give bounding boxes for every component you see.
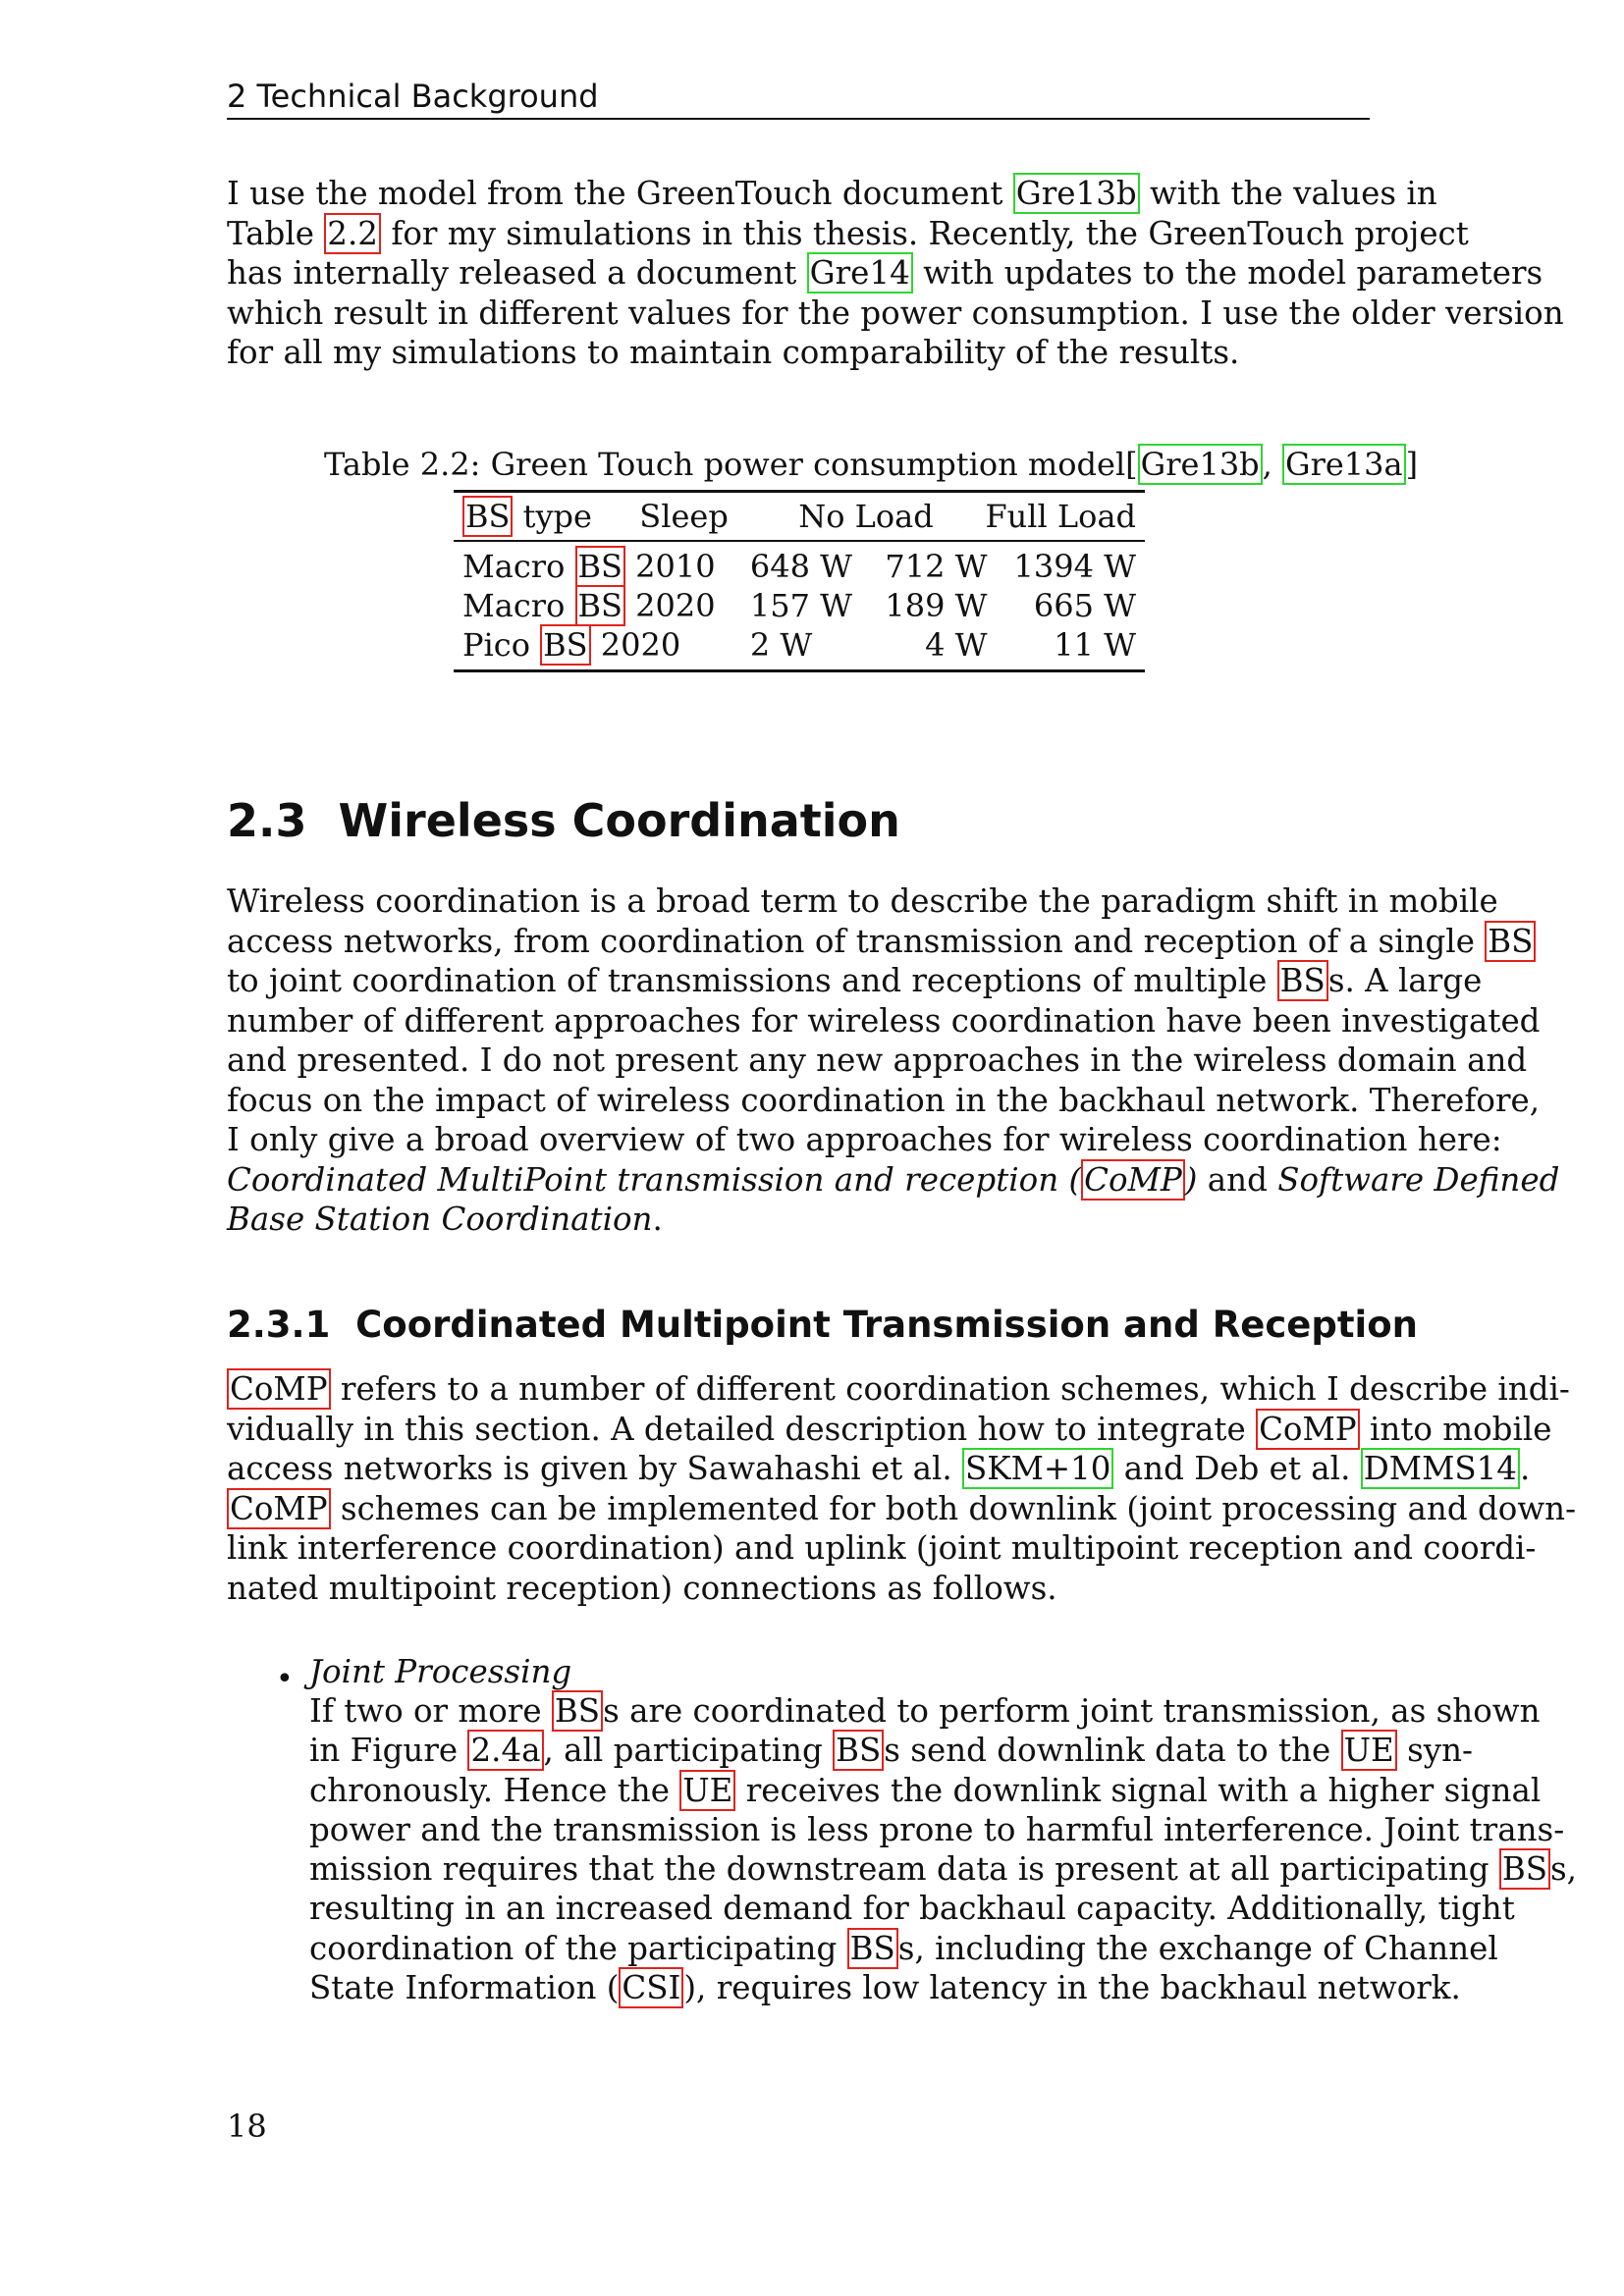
page-number: 18 [227, 2108, 267, 2145]
subsection-heading [227, 1302, 1418, 1349]
italic-text: Base Station Coordination [227, 1201, 653, 1238]
running-header: 2 Technical Background [227, 78, 599, 115]
text-line: number of different approaches for wireless coordination have been investigated [227, 1001, 1541, 1040]
cite-link-2-2[interactable]: 2.2 [324, 213, 381, 254]
text-line: mission requires that the downstream data is present at all participating BSs, [309, 1850, 1578, 1889]
table-row [454, 586, 1145, 625]
cite-link-gre13b[interactable]: Gre13b [1013, 173, 1140, 214]
header-sleep: Sleep [639, 498, 729, 535]
header-full-load: Full Load [985, 498, 1136, 535]
cite-link-comp[interactable]: CoMP [1256, 1409, 1360, 1450]
text-line: vidually in this section. A detailed description how to integrate CoMP into mobile [227, 1410, 1552, 1448]
text-line: Coordinated MultiPoint transmission and reception (CoMP) and Software Defined [227, 1160, 1560, 1199]
caption-separator: , [1262, 446, 1282, 483]
cite-link-skm-10[interactable]: SKM+10 [962, 1448, 1113, 1489]
text-line: I use the model from the GreenTouch document Gre13b with the values in [227, 175, 1437, 212]
cell-sleep: 157 W [749, 587, 853, 624]
text-line: Table 2.2 for my simulations in this thesis. Recently, the GreenTouch project [227, 214, 1469, 252]
text-line: chronously. Hence the UE receives the downlink signal with a higher signal [309, 1771, 1542, 1809]
text-line: has internally released a document Gre14 with updates to the model parameters [227, 254, 1543, 292]
italic-text: ) [1184, 1160, 1198, 1199]
cite-link-csi[interactable]: CSI [619, 1967, 683, 2008]
cell-sleep: 2 W [749, 626, 813, 664]
subsection-title: Coordinated Multipoint Transmission and Reception [355, 1304, 1418, 1346]
subsection-paragraph [227, 1369, 1577, 1608]
bs-link[interactable]: BS [575, 585, 625, 626]
italic-text: Coordinated MultiPoint transmission and reception ( [227, 1160, 1082, 1199]
power-consumption-table [454, 490, 1145, 672]
cell-bs-type: Macro BS 2010 [462, 548, 716, 585]
caption-cite-gre13b[interactable]: Gre13b [1138, 444, 1263, 485]
bs-link[interactable]: BS [462, 496, 513, 537]
text-line: nated multipoint reception) connections as follows. [227, 1569, 1057, 1607]
table-row [454, 547, 1145, 586]
cite-link-comp[interactable]: CoMP [227, 1488, 331, 1529]
cite-link-2-4a[interactable]: 2.4a [467, 1730, 543, 1771]
caption-bracket-close: ] [1405, 446, 1419, 483]
cite-link-ue[interactable]: UE [1341, 1730, 1397, 1771]
text-line: focus on the impact of wireless coordination in the backhaul network. Therefore, [227, 1081, 1541, 1119]
cell-no-load: 4 W [925, 626, 988, 664]
text-line: Wireless coordination is a broad term to describe the paradigm shift in mobile [227, 882, 1498, 920]
bs-link[interactable]: BS [575, 546, 625, 587]
table-bottom-rule [454, 669, 1145, 672]
header-type-suffix: type [513, 498, 592, 535]
bullet-title: Joint Processing [309, 1653, 572, 1690]
cite-link-bs[interactable]: BS [847, 1928, 898, 1969]
header-rule [227, 118, 1370, 120]
cell-bs-type: Pico BS 2020 [462, 626, 681, 664]
section-number: 2.3 [227, 794, 307, 847]
text-line: which result in different values for the power consumption. I use the older version [227, 294, 1564, 332]
text-line: coordination of the participating BSs, including the exchange of Channel [309, 1929, 1498, 1967]
text-line: link interference coordination) and uplink (joint multipoint reception and coordi- [227, 1529, 1537, 1567]
text-line: resulting in an increased demand for backhaul capacity. Additionally, tight [309, 1890, 1515, 1928]
intro-paragraph [227, 174, 1564, 373]
table-body [454, 547, 1145, 665]
text-line: power and the transmission is less prone to harmful interference. Joint trans- [309, 1810, 1565, 1848]
caption-bracket-open: [ [1125, 446, 1138, 483]
text-line: for all my simulations to maintain comparability of the results. [227, 334, 1240, 371]
cell-sleep: 648 W [749, 548, 853, 585]
text-line: CoMP schemes can be implemented for both downlink (joint processing and down- [227, 1489, 1370, 1529]
caption-text: Table 2.2: Green Touch power consumption model [324, 446, 1126, 483]
cite-link-bs[interactable]: BS [552, 1690, 603, 1732]
cite-link-bs[interactable]: BS [1485, 921, 1536, 962]
subsection-number: 2.3.1 [227, 1304, 331, 1346]
text-line: access networks is given by Sawahashi et al. SKM+10 and Deb et al. DMMS14. [227, 1450, 1531, 1487]
text-line: If two or more BSs are coordinated to perform joint transmission, as shown [309, 1692, 1541, 1730]
cell-full-load: 11 W [1054, 626, 1136, 664]
cite-link-comp[interactable]: CoMP [1081, 1159, 1185, 1201]
cite-link-ue[interactable]: UE [679, 1770, 735, 1811]
caption-cite-gre13a[interactable]: Gre13a [1282, 444, 1406, 485]
table-caption [324, 444, 1418, 485]
cite-link-dmms14[interactable]: DMMS14 [1361, 1448, 1520, 1489]
cite-link-comp[interactable]: CoMP [227, 1368, 331, 1410]
text-line: Base Station Coordination. [227, 1201, 663, 1238]
table-row [454, 625, 1145, 665]
cell-no-load: 712 W [885, 548, 988, 585]
text-line: access networks, from coordination of transmission and reception of a single BS [227, 922, 1370, 962]
text-line: I only give a broad overview of two approaches for wireless coordination here: [227, 1121, 1502, 1158]
bs-link[interactable]: BS [540, 624, 590, 666]
text-line: State Information (CSI), requires low latency in the backhaul network. [309, 1969, 1461, 2007]
section-title: Wireless Coordination [338, 794, 900, 847]
bullet-paragraph [309, 1691, 1578, 2007]
section-paragraph [227, 881, 1560, 1240]
cell-bs-type: Macro BS 2020 [462, 587, 716, 624]
text-line: CoMP refers to a number of different coordination schemes, which I describe indi- [227, 1369, 1370, 1410]
cell-full-load: 1394 W [1013, 548, 1136, 585]
cell-no-load: 189 W [885, 587, 988, 624]
italic-text: Software Defined [1277, 1160, 1560, 1199]
text-line: in Figure 2.4a, all participating BSs send downlink data to the UE syn- [309, 1732, 1474, 1770]
text-line: and presented. I do not present any new approaches in the wireless domain and [227, 1041, 1528, 1079]
header-bs-type [454, 493, 630, 540]
table-mid-rule [454, 540, 1145, 542]
cell-full-load: 665 W [1033, 587, 1136, 624]
text-line: to joint coordination of transmissions and receptions of multiple BSs. A large [227, 962, 1483, 999]
bullet-point: • [276, 1662, 294, 1696]
cite-link-bs[interactable]: BS [1499, 1848, 1550, 1890]
section-heading [227, 791, 900, 850]
cite-link-bs[interactable]: BS [1277, 960, 1328, 1001]
table-header-row [454, 493, 1145, 540]
cite-link-bs[interactable]: BS [833, 1730, 884, 1771]
cite-link-gre14[interactable]: Gre14 [807, 252, 913, 294]
header-no-load: No Load [798, 498, 934, 535]
